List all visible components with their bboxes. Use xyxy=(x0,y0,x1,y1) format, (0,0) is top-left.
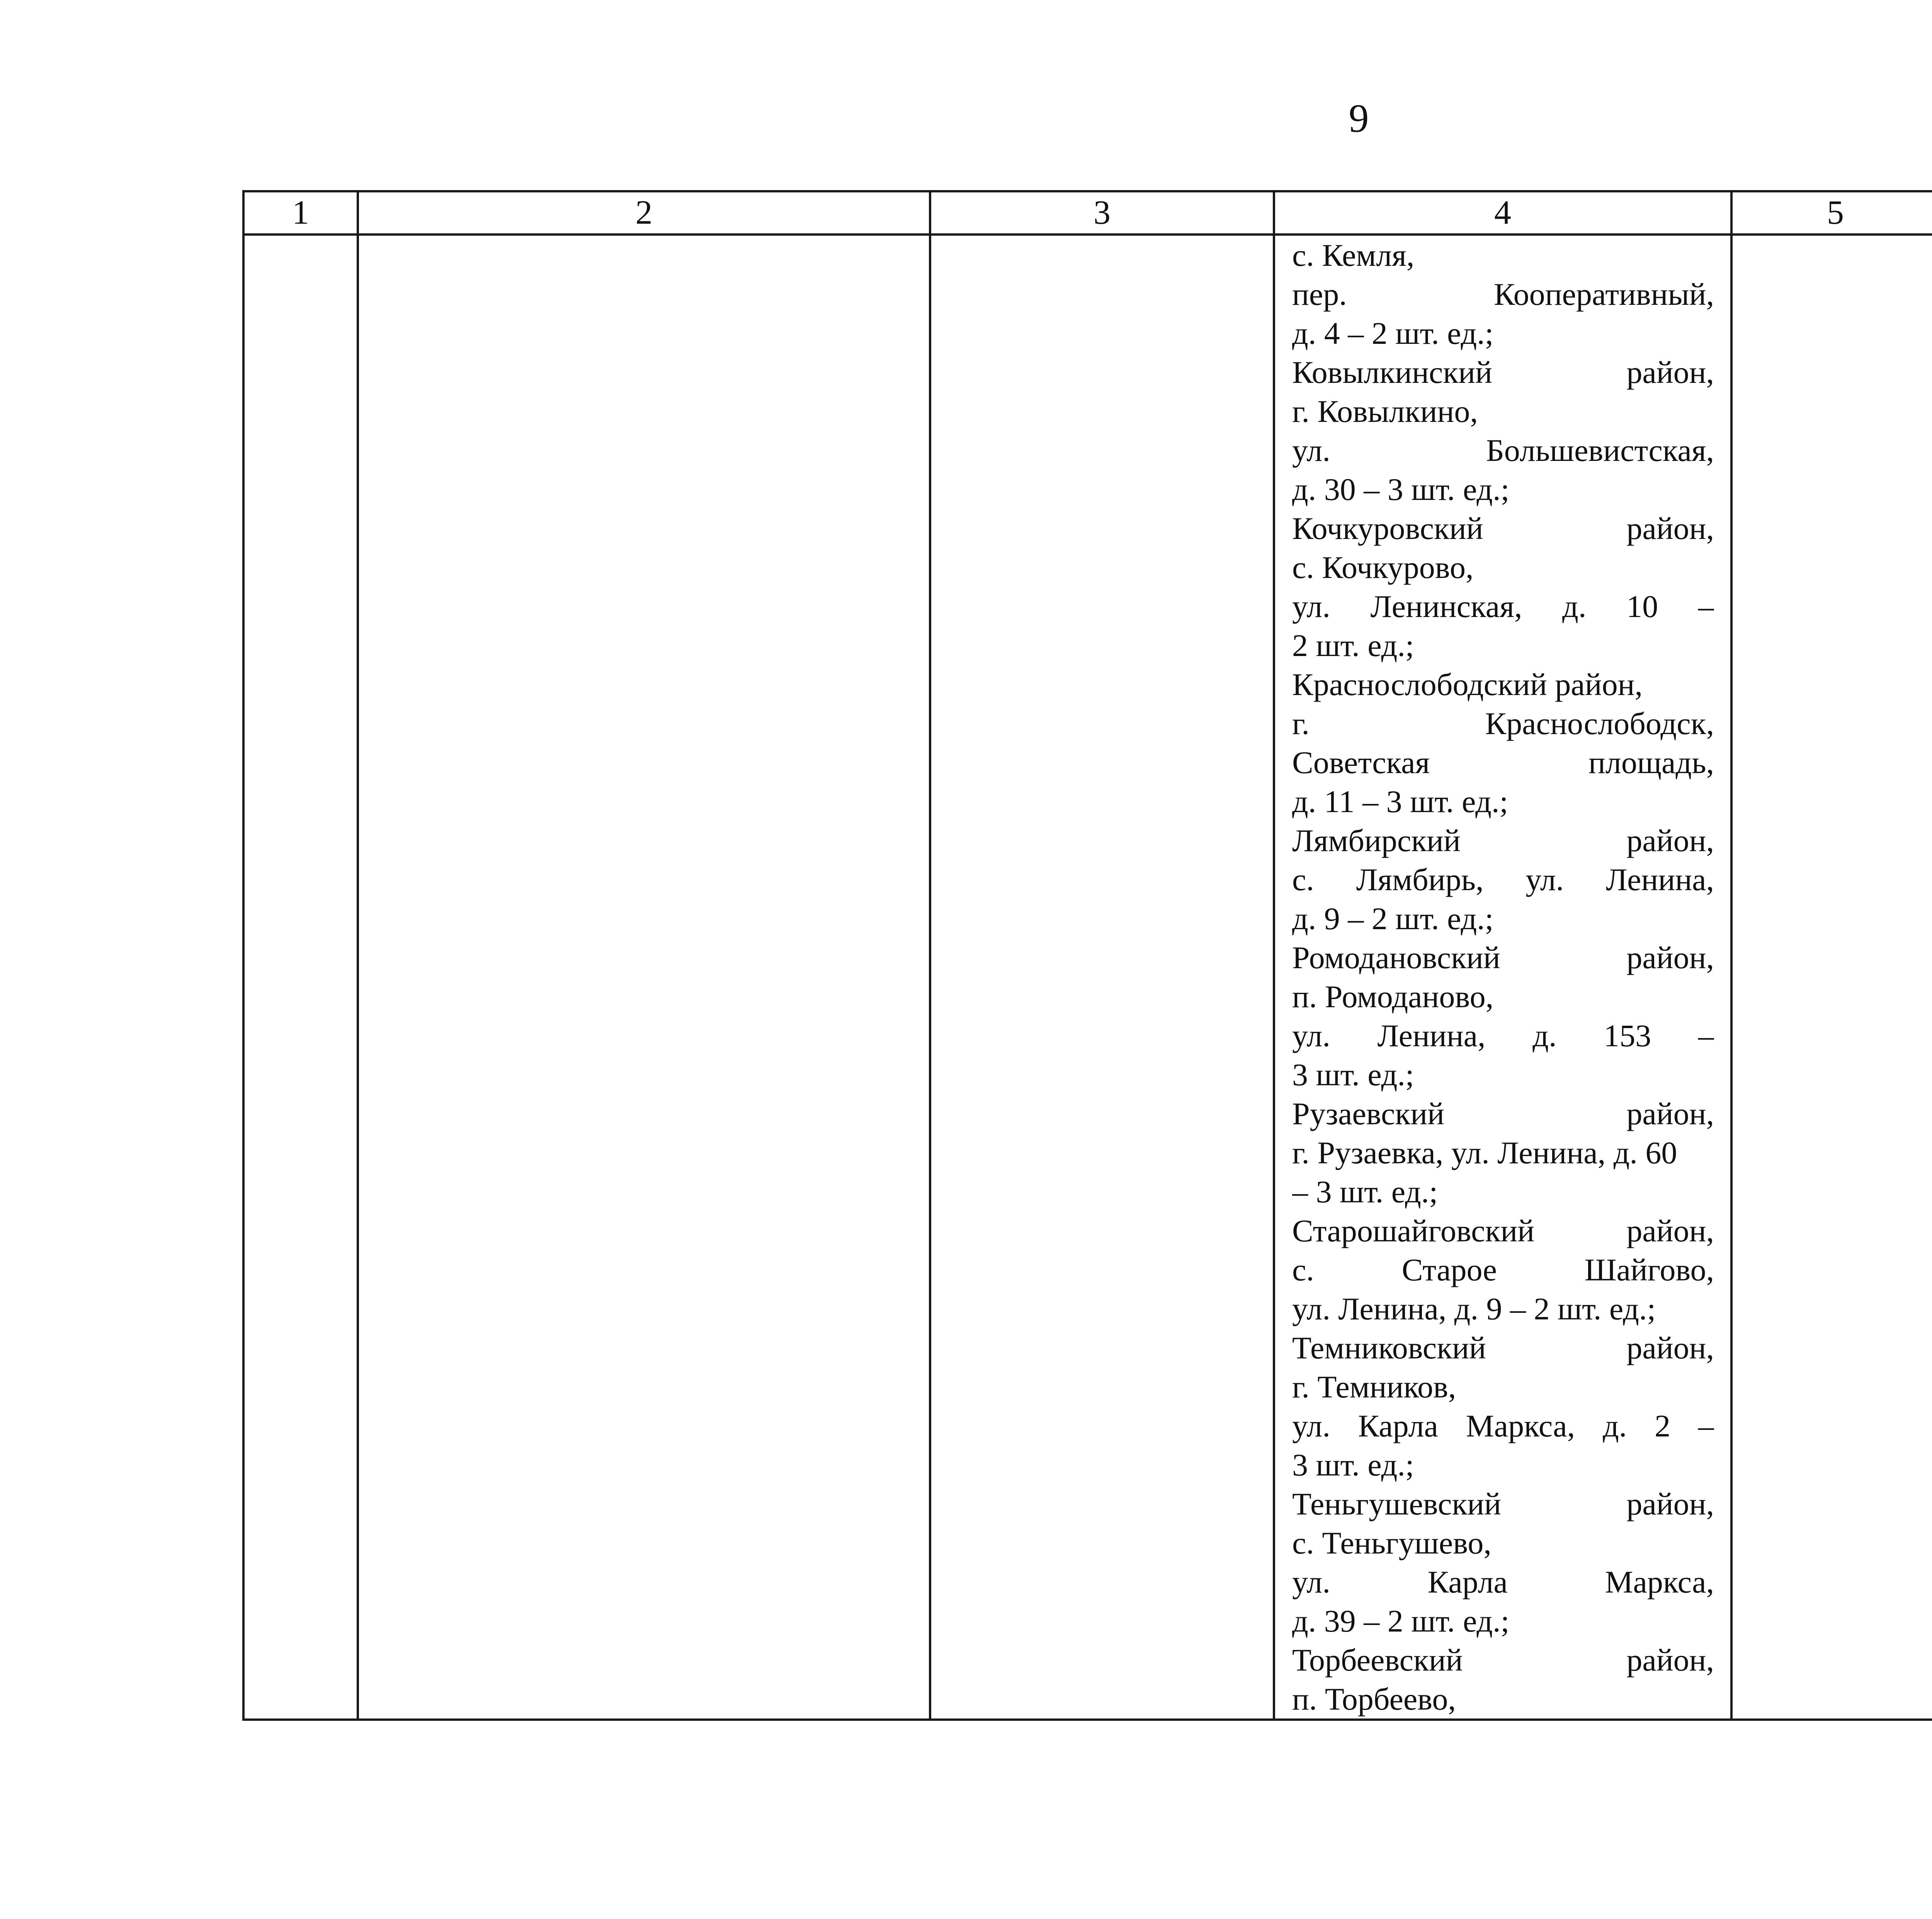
address-word: Старое xyxy=(1401,1252,1497,1287)
header-row xyxy=(243,191,1932,235)
address-word: 3 шт. ед.; xyxy=(1292,1447,1414,1482)
address-line xyxy=(1292,236,1714,275)
address-word: Карла xyxy=(1358,1408,1438,1443)
address-word: д. xyxy=(1603,1408,1627,1443)
address-line xyxy=(1292,392,1714,431)
cell-col-3 xyxy=(930,235,1274,1720)
page-number: 9 xyxy=(1349,96,1369,141)
address-word: – xyxy=(1698,1018,1714,1053)
address-line xyxy=(1292,275,1714,314)
address-line xyxy=(1292,743,1714,782)
address-line xyxy=(1292,1016,1714,1055)
address-line xyxy=(1292,782,1714,821)
address-line xyxy=(1292,977,1714,1016)
address-word: с. xyxy=(1292,1252,1314,1287)
cell-col-2 xyxy=(358,235,930,1720)
address-line xyxy=(1292,353,1714,392)
address-word: район, xyxy=(1626,1486,1714,1521)
address-word: пер. xyxy=(1292,277,1347,312)
address-word: 10 xyxy=(1626,589,1658,624)
address-word: 3 шт. ед.; xyxy=(1292,1057,1414,1092)
address-word: – xyxy=(1698,589,1714,624)
address-word: д. xyxy=(1532,1018,1557,1053)
address-list xyxy=(1292,236,1714,1718)
address-line xyxy=(1292,1328,1714,1367)
address-word: с. Кочкурово, xyxy=(1292,550,1474,585)
address-word: Маркса, xyxy=(1605,1564,1714,1599)
address-line xyxy=(1292,626,1714,665)
address-word: Карла xyxy=(1427,1564,1508,1599)
address-line xyxy=(1292,1640,1714,1679)
address-word: район, xyxy=(1626,1642,1714,1678)
address-line xyxy=(1292,1445,1714,1484)
address-word: площадь, xyxy=(1588,745,1714,780)
address-word: Лямбирский xyxy=(1292,823,1461,858)
address-word: ул. xyxy=(1292,1018,1330,1053)
column-header-5: 5 xyxy=(1731,191,1932,235)
address-word: Старошайговский xyxy=(1292,1213,1535,1248)
address-line xyxy=(1292,1523,1714,1562)
address-word: д. 39 – 2 шт. ед.; xyxy=(1292,1603,1510,1639)
address-line xyxy=(1292,431,1714,470)
address-word: – 3 шт. ед.; xyxy=(1292,1174,1438,1209)
address-word: 153 xyxy=(1604,1018,1651,1053)
address-line xyxy=(1292,509,1714,548)
document-table xyxy=(242,190,1932,1721)
address-word: с. Кемля, xyxy=(1292,238,1415,273)
address-line xyxy=(1292,938,1714,977)
address-word: Шайгово, xyxy=(1584,1252,1714,1287)
address-line xyxy=(1292,587,1714,626)
cell-col-5 xyxy=(1731,235,1932,1720)
address-line xyxy=(1292,548,1714,587)
address-word: Лямбирь, xyxy=(1356,862,1484,897)
address-word: Ленинская, xyxy=(1370,589,1522,624)
address-word: район, xyxy=(1626,940,1714,975)
address-line xyxy=(1292,665,1714,704)
address-word: г. xyxy=(1292,706,1310,741)
address-word: – xyxy=(1698,1408,1714,1443)
address-word: Темниковский xyxy=(1292,1330,1486,1365)
address-word: 2 xyxy=(1655,1408,1671,1443)
address-word: район, xyxy=(1626,511,1714,546)
address-word: Ковылкинский xyxy=(1292,355,1492,390)
address-word: Краснослободский район, xyxy=(1292,667,1643,702)
address-line xyxy=(1292,1172,1714,1211)
address-word: Ромодановский xyxy=(1292,940,1500,975)
address-word: Торбеевский xyxy=(1292,1642,1463,1678)
address-line xyxy=(1292,821,1714,860)
address-word: Краснослободск, xyxy=(1485,706,1714,741)
address-line xyxy=(1292,314,1714,353)
address-word: район, xyxy=(1626,1330,1714,1365)
cell-col-4-addresses xyxy=(1274,235,1731,1720)
address-line xyxy=(1292,899,1714,938)
address-line xyxy=(1292,1367,1714,1406)
address-word: д. 11 – 3 шт. ед.; xyxy=(1292,784,1509,819)
address-word: Ленина, xyxy=(1377,1018,1486,1053)
address-word: ул. xyxy=(1292,1564,1330,1599)
column-header-1: 1 xyxy=(243,191,358,235)
address-word: 2 шт. ед.; xyxy=(1292,628,1414,663)
address-word: д. 9 – 2 шт. ед.; xyxy=(1292,901,1494,936)
address-word: Большевистская, xyxy=(1486,433,1714,468)
address-line xyxy=(1292,1562,1714,1601)
address-word: с. xyxy=(1292,862,1314,897)
address-word: Кооперативный, xyxy=(1494,277,1714,312)
address-word: г. Ковылкино, xyxy=(1292,394,1478,429)
address-word: г. Темников, xyxy=(1292,1369,1456,1404)
address-word: Рузаевский xyxy=(1292,1096,1445,1131)
address-word: д. 4 – 2 шт. ед.; xyxy=(1292,316,1494,351)
address-line xyxy=(1292,1094,1714,1133)
address-word: п. Торбеево, xyxy=(1292,1681,1456,1717)
address-line xyxy=(1292,1211,1714,1250)
cell-col-1 xyxy=(243,235,358,1720)
address-word: район, xyxy=(1626,355,1714,390)
column-header-4: 4 xyxy=(1274,191,1731,235)
address-word: Теньгушевский xyxy=(1292,1486,1502,1521)
column-header-3: 3 xyxy=(930,191,1274,235)
address-word: район, xyxy=(1626,823,1714,858)
address-word: район, xyxy=(1626,1213,1714,1248)
address-word: ул. xyxy=(1292,433,1330,468)
column-header-2: 2 xyxy=(358,191,930,235)
address-line xyxy=(1292,1055,1714,1094)
address-line xyxy=(1292,1250,1714,1289)
address-line xyxy=(1292,1601,1714,1640)
address-line xyxy=(1292,1679,1714,1718)
address-word: Ленина, xyxy=(1606,862,1714,897)
address-word: г. Рузаевка, ул. Ленина, д. 60 xyxy=(1292,1135,1677,1170)
address-word: Кочкуровский xyxy=(1292,511,1483,546)
address-word: п. Ромоданово, xyxy=(1292,979,1494,1014)
address-word: ул. xyxy=(1526,862,1564,897)
address-word: Советская xyxy=(1292,745,1430,780)
address-word: с. Теньгушево, xyxy=(1292,1525,1492,1560)
address-line xyxy=(1292,1289,1714,1328)
table-row xyxy=(243,235,1932,1720)
address-line xyxy=(1292,470,1714,509)
address-line xyxy=(1292,1406,1714,1445)
address-word: район, xyxy=(1626,1096,1714,1131)
address-word: Маркса, xyxy=(1466,1408,1575,1443)
address-line xyxy=(1292,860,1714,899)
address-line xyxy=(1292,1133,1714,1172)
address-word: ул. Ленина, д. 9 – 2 шт. ед.; xyxy=(1292,1291,1656,1326)
address-line xyxy=(1292,1484,1714,1523)
address-line xyxy=(1292,704,1714,743)
address-word: ул. xyxy=(1292,589,1330,624)
address-word: д. xyxy=(1562,589,1587,624)
address-word: д. 30 – 3 шт. ед.; xyxy=(1292,472,1510,507)
address-word: ул. xyxy=(1292,1408,1330,1443)
